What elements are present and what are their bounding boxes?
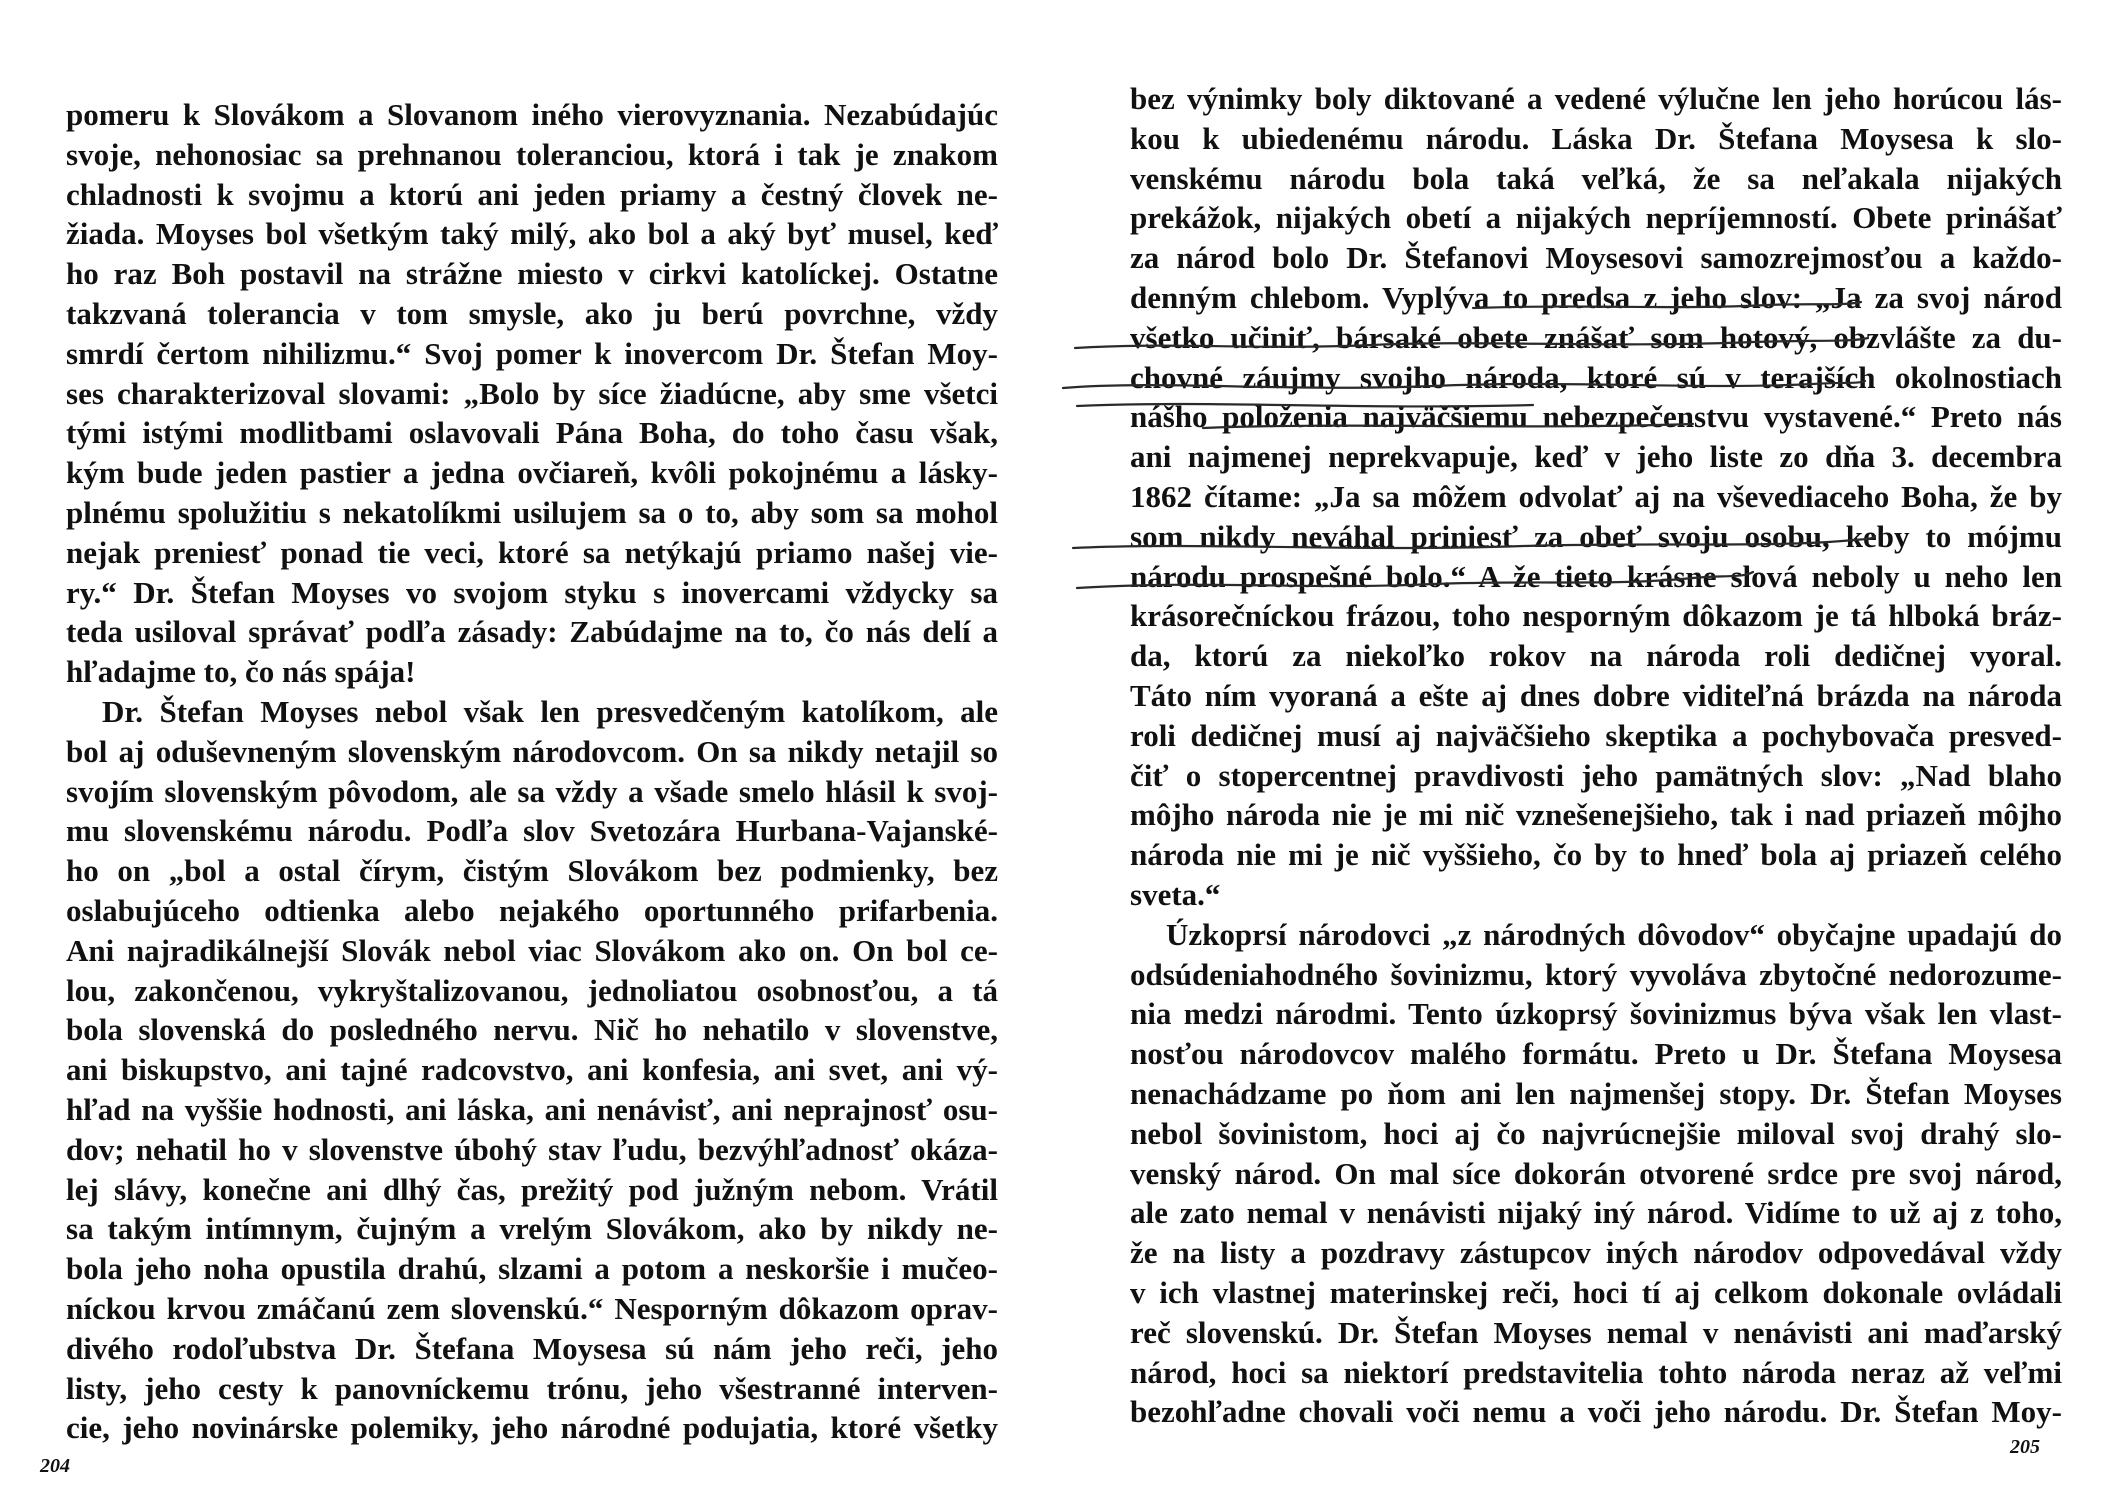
right-text-line: národa nie mi je nič vyššieho, čo by to hneď bola aj priazeň celého: [1130, 837, 2062, 873]
right-text-line: denným chlebom. Vyplýva to predsa z jeho slov: „Ja za svoj národ: [1130, 279, 2062, 315]
right-text-line: nebol šovinistom, hoci aj čo najvrúcnejšie miloval svoj drahý slo-: [1130, 1115, 2062, 1151]
right-text-line: odsúdeniahodného šovinizmu, ktorý vyvoláva zbytočné nedorozume-: [1130, 956, 2062, 992]
right-text-line: národu prospešné bolo.“ A že tieto krásne slová neboly u neho len: [1130, 558, 2062, 594]
left-text-line: cie, jeho novinárske polemiky, jeho národné podujatia, ktoré všetky: [66, 1410, 998, 1446]
right-text-line: sveta.“: [1130, 876, 1221, 912]
left-text-line: žiada. Moyses bol všetkým taký milý, ako bol a aký byť musel, keď: [66, 216, 998, 252]
right-page-number: 205: [2010, 1436, 2040, 1458]
right-text-line: všetko učiniť, bársaké obete znášať som hotový, obzvlášte za du-: [1130, 319, 2062, 355]
right-text-line: chovné záujmy svojho národa, ktoré sú v terajších okolnostiach: [1130, 359, 2062, 395]
left-text-line: bol aj oduševneným slovenským národovcom. On sa nikdy netajil so: [66, 733, 998, 769]
left-text-line: lej slávy, konečne ani dlhý čas, prežitý pod južným nebom. Vrátil: [66, 1171, 998, 1207]
left-text-line: ry.“ Dr. Štefan Moyses vo svojom styku s inovercami vždycky sa: [66, 574, 998, 610]
left-text-line: níckou krvou zmáčanú zem slovenskú.“ Nesporným dôkazom oprav-: [66, 1290, 998, 1326]
left-text-line: lou, zakončenou, vykryštalizovanou, jednoliatou osobnosťou, a tá: [66, 972, 998, 1008]
left-text-line: plnému spolužitiu s nekatolíkmi usilujem sa o to, aby som sa mohol: [66, 494, 998, 530]
left-text-line: pomeru k Slovákom a Slovanom iného vierovyznania. Nezabúdajúc: [66, 97, 998, 132]
right-text-line: 1862 čítame: „Ja sa môžem odvolať aj na vševediaceho Boha, že by: [1130, 478, 2062, 514]
left-text-line: dov; nehatil ho v slovenstve úbohý stav ľudu, bezvýhľadnosť okáza-: [66, 1131, 998, 1167]
right-text-line: bez výnimky boly diktované a vedené výlučne len jeho horúcou lás-: [1130, 81, 2062, 116]
right-text-line: reč slovenskú. Dr. Štefan Moyses nemal v nenávisti ani maďarský: [1130, 1314, 2062, 1350]
right-text-line: venskému národu bola taká veľká, že sa neľakala nijakých: [1130, 160, 2062, 196]
right-text-line: ale zato nemal v nenávisti nijaký iný národ. Vidíme to už aj z toho,: [1130, 1195, 2062, 1231]
right-text-line: v ich vlastnej materinskej reči, hoci tí aj celkom dokonale ovládali: [1130, 1274, 2062, 1310]
right-page: [1053, 0, 2106, 1500]
right-text-line: že na listy a pozdravy zástupcov iných národov odpovedával vždy: [1130, 1235, 2062, 1271]
left-text-line: ho raz Boh postavil na strážne miesto v cirkvi katolíckej. Ostatne: [66, 256, 998, 292]
right-text-line: Táto ním vyoraná a ešte aj dnes dobre viditeľná brázda na národa: [1130, 677, 2062, 713]
left-text-line: listy, jeho cesty k panovníckemu trónu, jeho všestranné interven-: [66, 1370, 998, 1406]
left-text-line: ani biskupstvo, ani tajné radcovstvo, ani konfesia, ani svet, ani vý-: [66, 1052, 998, 1088]
left-text-line: sa takým intímnym, čujným a vrelým Slovákom, ako by nikdy ne-: [66, 1211, 998, 1247]
right-text-line: krásorečníckou frázou, toho nesporným dôkazom je tá hlboká bráz-: [1130, 598, 2062, 634]
left-text-line: svoje, nehonosiac sa prehnanou toleranciou, ktorá i tak je znakom: [66, 136, 998, 172]
right-text-line: kou k ubiedenému národu. Láska Dr. Štefana Moysesa k slo-: [1130, 120, 2062, 156]
left-text-line: Dr. Štefan Moyses nebol však len presvedčeným katolíkom, ale: [102, 693, 998, 729]
left-page-number: 204: [40, 1455, 70, 1477]
left-text-line: svojím slovenským pôvodom, ale sa vždy a všade smelo hlásil k svoj-: [66, 773, 998, 809]
right-text-line: da, ktorú za niekoľko rokov na národa roli dedičnej vyoral.: [1130, 638, 2062, 674]
left-text-line: chladnosti k svojmu a ktorú ani jeden priamy a čestný človek ne-: [66, 176, 998, 212]
left-text-line: kým bude jeden pastier a jedna ovčiareň, kvôli pokojnému a lásky-: [66, 455, 998, 491]
left-text-line: nejak preniesť ponad tie veci, ktoré sa netýkajú priamo našej vie-: [66, 534, 998, 570]
right-text-line: môjho národa nie je mi nič vznešenejšieho, tak i nad priazeň môjho: [1130, 797, 2062, 833]
right-text-line: čiť o stopercentnej pravdivosti jeho pamätných slov: „Nad blaho: [1130, 757, 2062, 793]
right-text-line: národ, hoci sa niektorí predstavitelia tohto národa neraz až veľmi: [1130, 1354, 2062, 1390]
left-text-line: bola jeho noha opustila drahú, slzami a potom a neskoršie i mučeo-: [66, 1251, 998, 1287]
left-text-line: teda usiloval správať podľa zásady: Zabúdajme na to, čo nás delí a: [66, 614, 998, 650]
left-text-line: ho on „bol a ostal čírym, čistým Slovákom bez podmienky, bez: [66, 853, 998, 889]
left-text-line: smrdí čertom nihilizmu.“ Svoj pomer k inovercom Dr. Štefan Moy-: [66, 335, 998, 371]
left-text-line: hľad na vyššie hodnosti, ani láska, ani nenávisť, ani neprajnosť osu-: [66, 1091, 998, 1127]
right-text-line: za národ bolo Dr. Štefanovi Moysesovi samozrejmosťou a každo-: [1130, 240, 2062, 276]
right-text-line: nosťou národovcov malého formátu. Preto u Dr. Štefana Moysesa: [1130, 1036, 2062, 1072]
left-text-line: ses charakterizoval slovami: „Bolo by síce žiadúcne, aby sme všetci: [66, 375, 998, 411]
left-text-line: divého rodoľubstva Dr. Štefana Moysesa sú nám jeho reči, jeho: [66, 1330, 998, 1366]
right-text-line: roli dedičnej musí aj najväčšieho skeptika a pochybovača presved-: [1130, 717, 2062, 753]
right-text-line: bezohľadne chovali voči nemu a voči jeho národu. Dr. Štefan Moy-: [1130, 1394, 2062, 1430]
right-text-line: nášho položenia najväčšiemu nebezpečenstvu vystavené.“ Preto nás: [1130, 399, 2062, 435]
right-text-line: Úzkoprsí národovci „z národných dôvodov“ obyčajne upadajú do: [1166, 916, 2062, 952]
right-text-line: nenachádzame po ňom ani len najmenšej stopy. Dr. Štefan Moyses: [1130, 1075, 2062, 1111]
left-text-line: hľadajme to, čo nás spája!: [66, 654, 416, 690]
right-text-line: nia medzi národmi. Tento úzkoprsý šovinizmus býva však len vlast-: [1130, 996, 2062, 1032]
left-text-line: Ani najradikálnejší Slovák nebol viac Slovákom ako on. On bol ce-: [66, 932, 998, 968]
left-text-line: oslabujúceho odtienka alebo nejakého oportunného prifarbenia.: [66, 892, 998, 928]
left-text-line: takzvaná tolerancia v tom smysle, ako ju berú povrchne, vždy: [66, 295, 998, 331]
left-text-line: mu slovenskému národu. Podľa slov Svetozára Hurbana-Vajanské-: [66, 813, 998, 849]
right-text-line: ani najmenej neprekvapuje, keď v jeho liste zo dňa 3. decembra: [1130, 439, 2062, 475]
right-text-line: som nikdy neváhal priniesť za obeť svoju osobu, keby to mójmu: [1130, 518, 2062, 554]
left-text-line: bola slovenská do posledného nervu. Nič ho nehatilo v slovenstve,: [66, 1012, 998, 1048]
right-text-line: prekážok, nijakých obetí a nijakých nepríjemností. Obete prinášať: [1130, 200, 2062, 236]
right-page-text: [1130, 79, 2062, 1432]
left-text-line: tými istými modlitbami oslavovali Pána Boha, do toho času však,: [66, 415, 998, 451]
right-text-line: venský národ. On mal síce dokorán otvorené srdce pre svoj národ,: [1130, 1155, 2062, 1191]
left-page-text: [66, 95, 998, 1448]
